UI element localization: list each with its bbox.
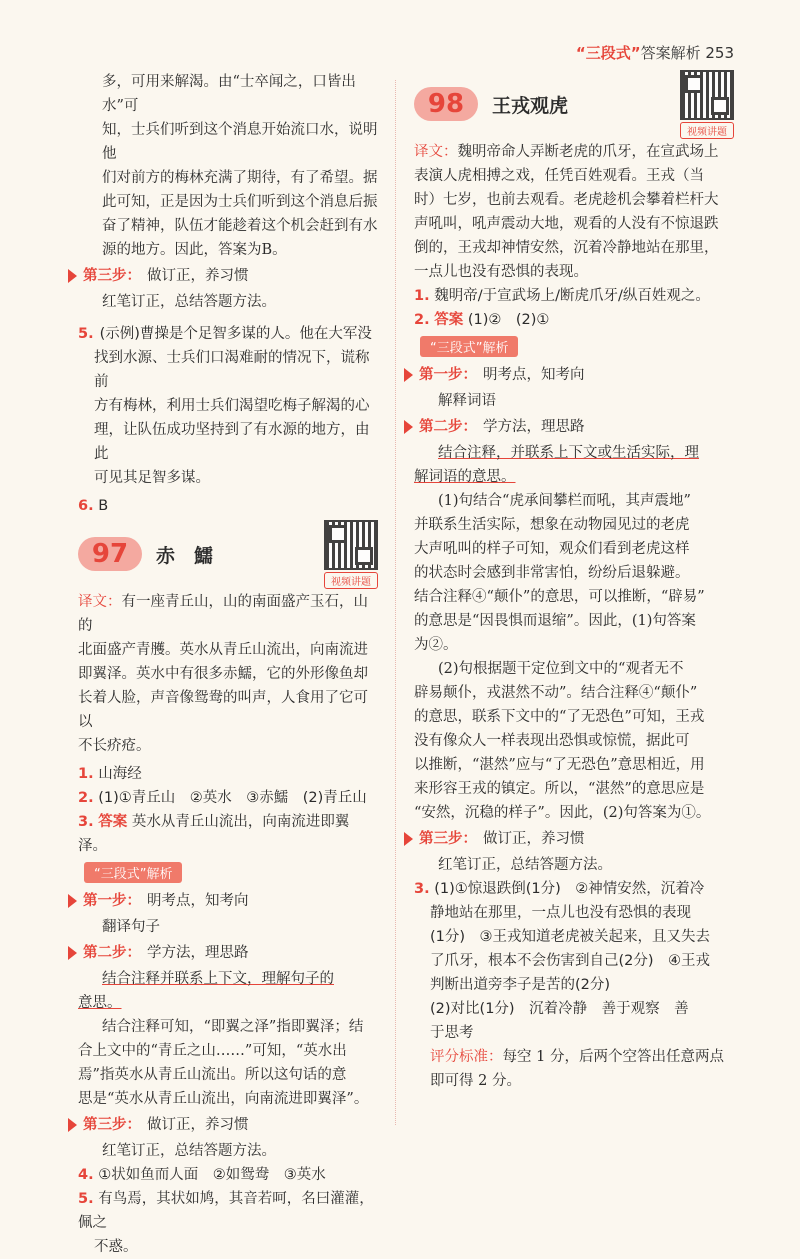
question-2	[414, 308, 734, 332]
step-body: 红笔订正，总结答题方法。	[102, 294, 276, 310]
page-number: 253	[705, 44, 734, 62]
step-two	[414, 415, 734, 439]
step-label: 第三步：	[83, 1117, 141, 1133]
step-label: 第三步：	[419, 831, 477, 847]
explanation-line: 的意思，联系下文中的“了无恐色”可知，王戎	[414, 709, 705, 725]
score-line: 每空 1 分，后两个空答出任意两点	[502, 1049, 724, 1065]
section-98-heading	[414, 74, 734, 138]
arrow-icon	[68, 894, 77, 908]
step-body: 红笔订正，总结答题方法。	[102, 1143, 276, 1159]
step-three	[414, 827, 734, 851]
page-header	[576, 42, 734, 63]
score-line: 即可得 2 分。	[430, 1073, 521, 1089]
answer-line: 方有梅林，利用士兵们渴望吃梅子解渴的心	[94, 398, 370, 414]
scoring-criteria	[414, 1045, 734, 1093]
answer-text: (1)② (2)①	[467, 312, 550, 328]
answer-label: 答案	[434, 312, 464, 328]
step-three	[78, 264, 378, 288]
translation-line: 表演人虎相搏之戏，任凭百姓观看。王戎（当	[414, 168, 704, 184]
answer-line: (1)①惊退跌倒(1分) ②神情安然，沉着冷	[434, 881, 705, 897]
question-4	[78, 1163, 378, 1187]
step-label: 第二步：	[83, 945, 141, 961]
question-3	[78, 810, 378, 858]
explanation-line: (1)句结合“虎承间攀栏而吼，其声震地”	[438, 493, 691, 509]
left-column	[78, 70, 378, 1259]
arrow-icon	[404, 420, 413, 434]
explanation-line: 焉”指英水从青丘山流出。所以这句话的意	[78, 1067, 347, 1083]
translation-line: 不长疥疮。	[78, 738, 151, 754]
qr-code-icon	[680, 70, 734, 120]
step-text: 明考点，知考向	[483, 367, 585, 383]
answer-line: 了爪牙，根本不会伤害到自己(2分) ④王戎	[430, 953, 711, 969]
step-body: 解释词语	[438, 393, 496, 409]
explanation-line: 的意思是“因畏惧而退缩”。因此，(1)句答案	[414, 613, 696, 629]
question-number: 5.	[78, 1191, 94, 1207]
explanation-line: 以推断，“湛然”应与“了无恐色”意思相近，用	[414, 757, 705, 773]
translation-line: 长着人脸，声音像鸳鸯的叫声，人食用了它可以	[78, 690, 368, 730]
translation-line: 即翼泽。英水中有很多赤鱬，它的外形像鱼却	[78, 666, 368, 682]
step-one	[78, 889, 378, 913]
step-text: 明考点，知考向	[147, 893, 249, 909]
answer-line: (示例)曹操是个足智多谋的人。他在大军没	[99, 326, 372, 342]
step-text: 学方法，理思路	[483, 419, 585, 435]
question-number: 3.	[414, 881, 430, 897]
answer-line: 判断出道旁李子是苦的(2分)	[430, 977, 611, 993]
answer-line: 不惑。	[94, 1239, 138, 1255]
answer-text: 魏明帝/于宣武场上/断虎爪牙/纵百姓观之。	[434, 288, 710, 304]
question-number: 3.	[78, 814, 94, 830]
column-divider	[395, 80, 396, 1125]
question-number: 1.	[414, 288, 430, 304]
explanation-line: 并联系生活实际，想象在动物园见过的老虎	[414, 517, 690, 533]
arrow-icon	[68, 1118, 77, 1132]
arrow-icon	[68, 269, 77, 283]
analysis-badge: “三段式”解析	[420, 336, 518, 357]
translation-line: 一点儿也没有恐惧的表现。	[414, 264, 588, 280]
explanation-line: 来形容王戎的镇定。所以，“湛然”的意思应是	[414, 781, 705, 797]
step-body: 翻译句子	[102, 919, 160, 935]
explanation-line: 结合注释可知，“即翼之泽”指即翼泽；结	[102, 1019, 364, 1035]
step-body: 解词语的意思。	[414, 469, 516, 485]
header-brand: “三段式”	[575, 44, 641, 62]
translation-label: 译文：	[414, 144, 458, 160]
step-body: 结合注释并联系上下文，理解句子的	[102, 971, 334, 987]
answer-text: 英水从青丘山流出，向南流进即翼泽。	[78, 814, 350, 854]
answer-line: (1分) ③王戎知道老虎被关起来，且又失去	[430, 929, 711, 945]
translation-line: 有一座青丘山，山的南面盛产玉石，山的	[78, 594, 368, 634]
explanation-line: 思是“英水从青丘山流出，向南流进即翼泽”。	[78, 1091, 369, 1107]
header-title: 答案解析	[640, 44, 701, 62]
explanation-line: 的状态时会感到非常害怕，纷纷后退躲避。	[414, 565, 690, 581]
translation-line: 倒的，王戎却神情安然，沉着冷静地站在那里，	[414, 240, 719, 256]
answer-text: (1)①青丘山 ②英水 ③赤鱬 (2)青丘山	[98, 790, 367, 806]
intro-line: 们对前方的梅林充满了期待，有了希望。据	[102, 170, 378, 186]
qr-caption: 视频讲题	[680, 122, 734, 139]
question-5b	[78, 1187, 378, 1235]
section-title: 王戎观虎	[492, 94, 569, 117]
explanation-line: (2)句根据题干定位到文中的“观者无不	[438, 661, 684, 677]
step-body: 结合注释，并联系上下文或生活实际，理	[438, 445, 699, 461]
arrow-icon	[404, 368, 413, 382]
right-column	[414, 70, 734, 1093]
translation-line: 时）七岁，也前去观看。老虎趁机会攀着栏杆大	[414, 192, 719, 208]
question-number: 4.	[78, 1167, 94, 1183]
translation-line: 魏明帝命人弄断老虎的爪牙，在宣武场上	[457, 144, 719, 160]
explanation-line: “安然，沉稳的样子”。因此，(2)句答案为①。	[414, 805, 711, 821]
arrow-icon	[68, 946, 77, 960]
analysis-badge: “三段式”解析	[84, 862, 182, 883]
translation-line: 声吼叫，吼声震动大地，观看的人没有不惊退跌	[414, 216, 719, 232]
answer-label: 答案	[98, 814, 128, 830]
question-1	[414, 284, 734, 308]
explanation-1	[414, 489, 734, 657]
intro-line: 知，士兵们听到这个消息开始流口水，说明他	[102, 122, 378, 162]
explanation-2	[414, 657, 734, 825]
answer-line: 静地站在那里，一点儿也没有恐惧的表现	[430, 905, 691, 921]
answer-line: 可见其足智多谋。	[94, 470, 210, 486]
step-label: 第三步：	[83, 268, 141, 284]
answer-line: 于思考	[430, 1025, 474, 1041]
answer-line: 理，让队伍成功坚持到了有水源的地方，由此	[94, 422, 370, 462]
question-number: 1.	[78, 766, 94, 782]
step-body: 意思。	[78, 995, 122, 1011]
intro-line: 源的地方。因此，答案为B。	[102, 242, 287, 258]
explanation-line: 合上文中的“青丘之山……”可知，“英水出	[78, 1043, 347, 1059]
explanation-line: 结合注释④“颠仆”的意思，可以推断，“辟易”	[414, 589, 705, 605]
step-body: 红笔订正，总结答题方法。	[438, 857, 612, 873]
intro-line: 多，可用来解渴。由“士卒闻之，口皆出水”可	[102, 74, 356, 114]
explanation-line: 没有像众人一样表现出恐惧或惊慌，据此可	[414, 733, 690, 749]
section-number: 97	[78, 537, 142, 571]
question-2	[78, 786, 378, 810]
arrow-icon	[404, 832, 413, 846]
explanation-line: 大声吼叫的样子可知，观众们看到老虎这样	[414, 541, 690, 557]
question-number: 2.	[414, 312, 430, 328]
step-one	[414, 363, 734, 387]
step-two	[78, 941, 378, 965]
section-97-heading	[78, 524, 378, 588]
step-label: 第一步：	[83, 893, 141, 909]
score-label: 评分标准：	[430, 1049, 503, 1065]
question-5	[78, 322, 378, 490]
question-number: 6.	[78, 498, 94, 514]
section-number: 98	[414, 87, 478, 121]
qr-code[interactable]	[680, 70, 734, 138]
translation	[414, 140, 734, 284]
intro-line: 奋了精神，队伍才能趁着这个机会赶到有水	[102, 218, 378, 234]
translation-label: 译文：	[78, 594, 122, 610]
question-3	[414, 877, 734, 1045]
intro-line: 此可知，正是因为士兵们听到这个消息后振	[102, 194, 378, 210]
qr-caption: 视频讲题	[324, 572, 378, 589]
step-label: 第一步：	[419, 367, 477, 383]
answer-line: 有鸟焉，其状如鸠，其音若呵，名曰灌灌，佩之	[78, 1191, 374, 1231]
answer-text: 山海经	[98, 766, 142, 782]
answer-text: B	[98, 498, 109, 514]
qr-code[interactable]	[324, 520, 378, 588]
translation	[78, 590, 378, 758]
explanation-line: 辟易颠仆，戎湛然不动”。结合注释④“颠仆”	[414, 685, 698, 701]
step-text: 做订正，养习惯	[147, 1117, 249, 1133]
translation-line: 北面盛产青雘。英水从青丘山流出，向南流进	[78, 642, 368, 658]
question-number: 2.	[78, 790, 94, 806]
answer-line: (2)对比(1分) 沉着冷静 善于观察 善	[430, 1001, 689, 1017]
step-text: 学方法，理思路	[147, 945, 249, 961]
explanation-line: 为②。	[414, 637, 458, 653]
qr-code-icon	[324, 520, 378, 570]
answer-text: ①状如鱼而人面 ②如鸳鸯 ③英水	[98, 1167, 326, 1183]
intro-paragraph	[78, 70, 378, 262]
step-label: 第二步：	[419, 419, 477, 435]
answer-line: 找到水源、士兵们口渴难耐的情况下，谎称前	[94, 350, 370, 390]
step-text: 做订正，养习惯	[483, 831, 585, 847]
question-1	[78, 762, 378, 786]
question-6	[78, 494, 378, 518]
section-title: 赤 鱬	[156, 544, 214, 567]
step-text: 做订正，养习惯	[147, 268, 249, 284]
step-three	[78, 1113, 378, 1137]
question-number: 5.	[78, 326, 94, 342]
